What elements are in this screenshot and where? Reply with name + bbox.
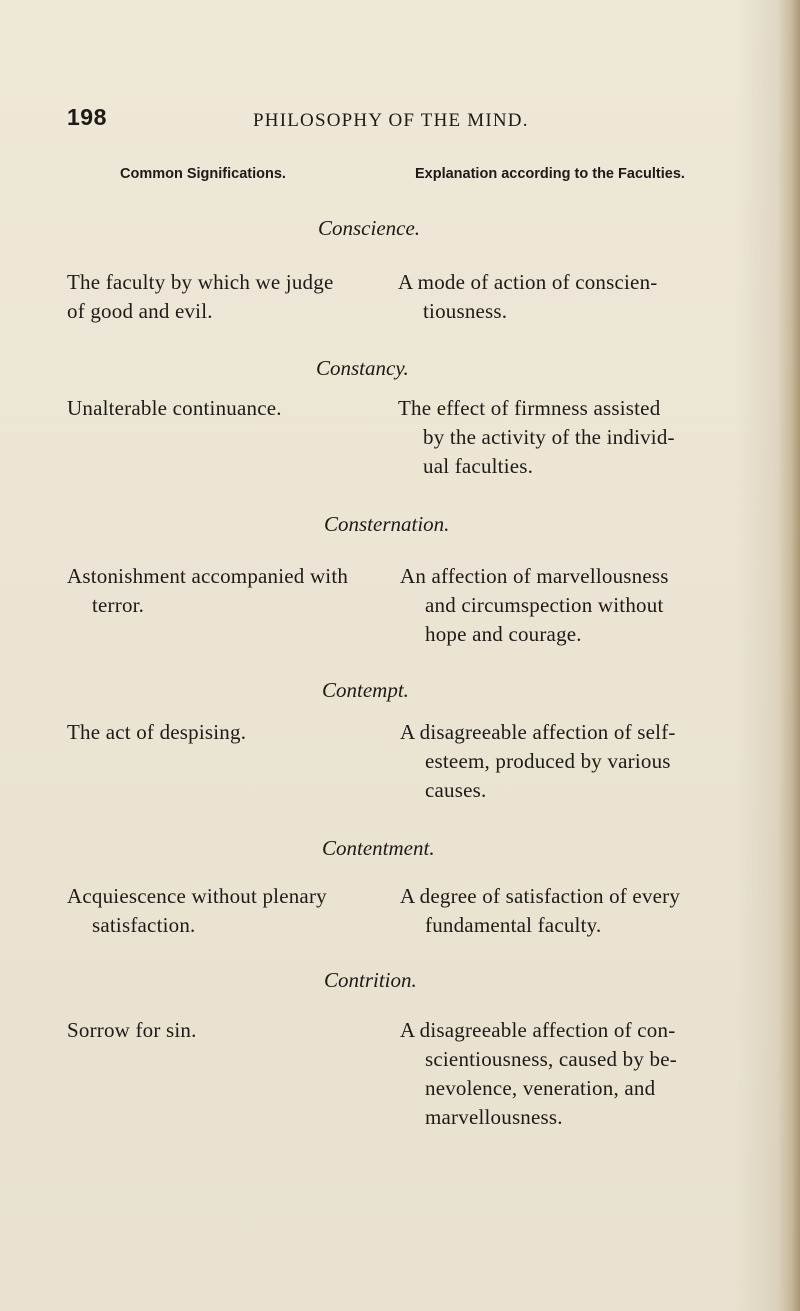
entry-explanation [400,1016,677,1132]
signification-line: of good and evil. [67,299,213,323]
entry-signification [67,1016,197,1045]
explanation-line: ual faculties. [423,454,534,478]
page-number: 198 [67,104,107,130]
explanation-line: esteem, produced by various [425,749,671,773]
signification-line: terror. [92,593,145,617]
entry-signification [67,268,333,326]
entry-explanation [400,718,676,805]
signification-line: Unalterable continuance. [67,396,282,420]
page-edge-shadow [778,0,800,1311]
entry-term: Consternation. [324,512,450,536]
signification-line: The act of despising. [67,720,247,744]
signification-line: Acquiescence without plenary [67,884,327,908]
explanation-line: The effect of firmness assisted [398,396,661,420]
explanation-line: tiousness. [423,299,508,323]
entry-signification [67,718,246,747]
entry-explanation [398,268,657,326]
explanation-line: fundamental faculty. [425,913,602,937]
explanation-line: causes. [425,778,487,802]
column-heading-significations: Common Significations. [120,166,286,182]
explanation-line: marvellousness. [425,1105,563,1129]
explanation-line: A degree of satisfaction of every [400,884,681,908]
signification-line: Astonishment accompanied with [67,564,349,588]
entry-term: Contrition. [324,968,417,992]
entry-explanation [400,882,680,940]
entry-signification [67,394,282,423]
signification-line: Sorrow for sin. [67,1018,197,1042]
signification-line: The faculty by which we judge [67,270,334,294]
explanation-line: and circumspection without [425,593,664,617]
entry-signification [67,882,327,940]
explanation-line: A disagreeable affection of self- [400,720,676,744]
entry-signification [67,562,348,620]
entry-term: Constancy. [316,356,409,380]
explanation-line: A disagreeable affection of con- [400,1018,676,1042]
column-heading-explanation: Explanation according to the Faculties. [415,166,685,182]
explanation-line: scientiousness, caused by be- [425,1047,677,1071]
entry-term: Contempt. [322,678,409,702]
explanation-line: nevolence, veneration, and [425,1076,656,1100]
entry-explanation [398,394,675,481]
explanation-line: An affection of marvellousness [400,564,669,588]
entry-term: Conscience. [318,216,421,240]
entry-term: Contentment. [322,836,435,860]
explanation-line: by the activity of the individ- [423,425,675,449]
explanation-line: hope and courage. [425,622,582,646]
running-title: PHILOSOPHY OF THE MIND. [253,110,529,131]
signification-line: satisfaction. [92,913,196,937]
entry-explanation [400,562,669,649]
explanation-line: A mode of action of conscien- [398,270,658,294]
